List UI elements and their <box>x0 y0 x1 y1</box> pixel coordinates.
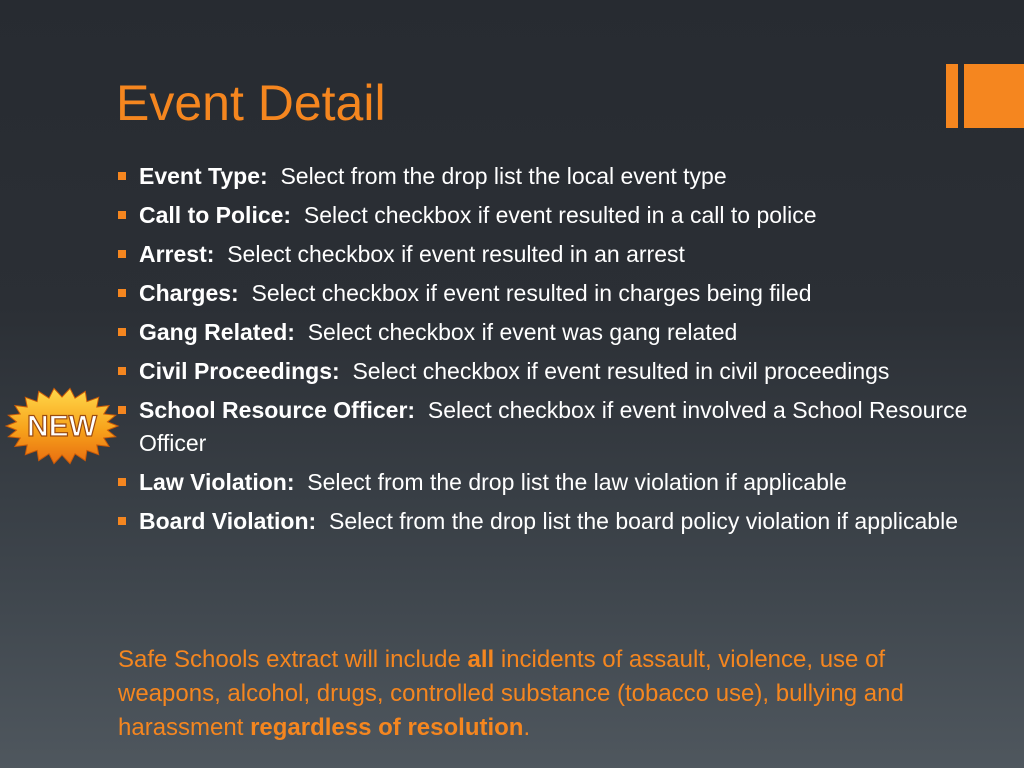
square-bullet-icon <box>118 289 126 297</box>
square-bullet-icon <box>118 328 126 336</box>
list-item <box>118 394 978 460</box>
bullet-description: Select from the drop list the board policy violation if applicable <box>328 508 958 534</box>
note-text: incidents of assault, violence, use of weapons, alcohol, drugs, controlled substance (tobacco use), bullying and harassment <box>118 646 904 741</box>
square-bullet-icon <box>118 367 126 375</box>
note-emphasis: all <box>467 646 495 673</box>
note-text: . <box>523 714 531 741</box>
bullet-description: Select checkbox if event involved a School Resource Officer <box>139 397 968 456</box>
bullet-term: Gang Related: <box>139 319 295 345</box>
bullet-description: Select from the drop list the local event type <box>280 163 727 189</box>
bullet-term: Civil Proceedings: <box>139 358 340 384</box>
bullet-description: Select checkbox if event was gang related <box>307 319 738 345</box>
list-item <box>118 277 978 310</box>
slide-title: Event Detail <box>116 75 386 131</box>
square-bullet-icon <box>118 211 126 219</box>
bullet-term: School Resource Officer: <box>139 397 416 423</box>
bullet-list <box>118 160 978 544</box>
safe-schools-note <box>118 643 978 745</box>
note-text: Safe Schools extract will include <box>118 646 468 673</box>
bullet-description: Select from the drop list the law violation if applicable <box>307 469 847 495</box>
list-item <box>118 316 978 349</box>
note-emphasis: regardless of resolution <box>250 714 524 741</box>
badge-text: NEW <box>27 410 97 443</box>
bullet-term: Charges: <box>139 280 239 306</box>
list-item <box>118 466 978 499</box>
list-item <box>118 355 978 388</box>
bullet-description: Select checkbox if event resulted in civil proceedings <box>352 358 890 384</box>
bullet-description: Select checkbox if event resulted in charges being filed <box>251 280 812 306</box>
square-bullet-icon <box>118 478 126 486</box>
list-item <box>118 199 978 232</box>
square-bullet-icon <box>118 517 126 525</box>
square-bullet-icon <box>118 172 126 180</box>
starburst-new-badge-icon <box>4 386 120 466</box>
bullet-description: Select checkbox if event resulted in a call to police <box>303 202 817 228</box>
bullet-term: Law Violation: <box>139 469 295 495</box>
accent-bar-thick <box>964 64 1024 128</box>
list-item <box>118 238 978 271</box>
bullet-term: Event Type: <box>139 163 268 189</box>
square-bullet-icon <box>118 250 126 258</box>
bullet-term: Arrest: <box>139 241 215 267</box>
bullet-term: Call to Police: <box>139 202 292 228</box>
list-item <box>118 160 978 193</box>
accent-bar-thin <box>946 64 958 128</box>
list-item <box>118 505 978 538</box>
bullet-term: Board Violation: <box>139 508 317 534</box>
bullet-description: Select checkbox if event resulted in an arrest <box>227 241 685 267</box>
